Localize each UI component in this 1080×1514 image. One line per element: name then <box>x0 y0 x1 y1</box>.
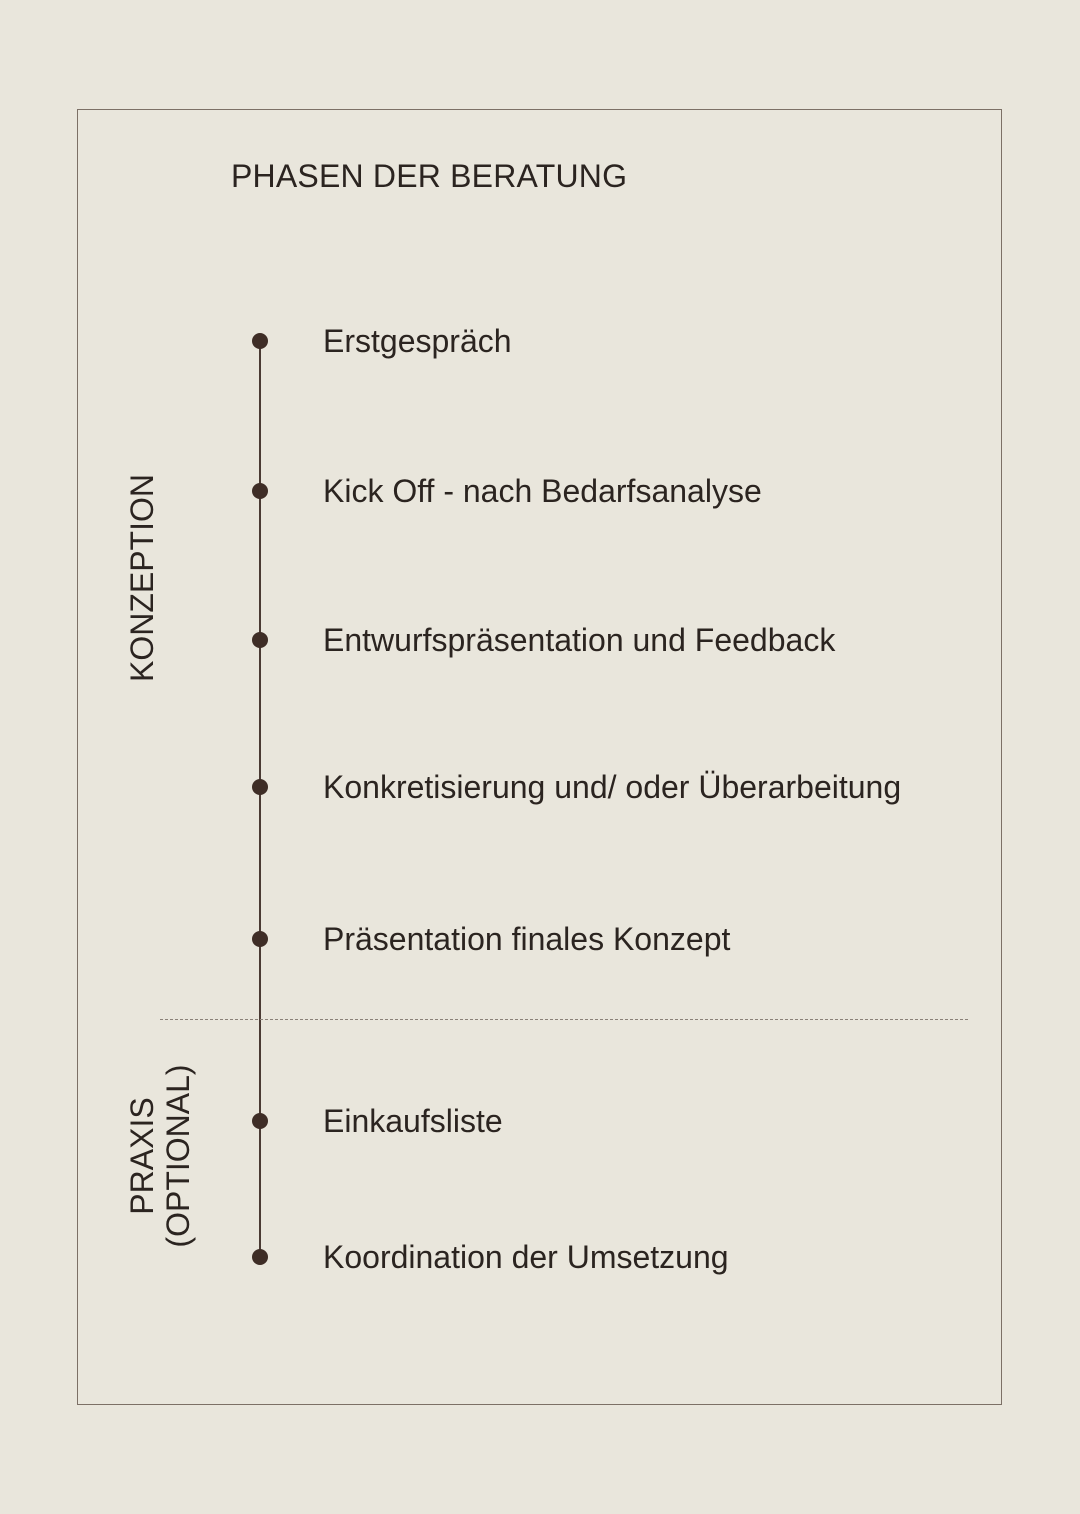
section-label-konzeption: KONZEPTION <box>124 474 160 683</box>
timeline-dot <box>252 483 268 499</box>
timeline-dot <box>252 779 268 795</box>
timeline-step <box>252 769 992 805</box>
timeline-step <box>252 1239 992 1275</box>
timeline-step <box>252 622 992 658</box>
timeline-step <box>252 473 992 509</box>
timeline-step <box>252 1103 992 1139</box>
step-label: Präsentation finales Konzept <box>323 921 731 957</box>
section-divider <box>160 1019 968 1020</box>
timeline-dot <box>252 333 268 349</box>
timeline-dot <box>252 1249 268 1265</box>
step-label: Kick Off - nach Bedarfsanalyse <box>323 473 762 509</box>
section-label-praxis-line1: PRAXIS <box>124 1097 160 1215</box>
section-label-praxis <box>124 1056 196 1256</box>
step-label: Konkretisierung und/ oder Überarbeitung <box>323 769 902 805</box>
timeline-step <box>252 921 992 957</box>
step-label: Entwurfspräsentation und Feedback <box>323 622 836 658</box>
content-frame <box>77 109 1002 1405</box>
step-label: Erstgespräch <box>323 323 512 359</box>
step-label: Einkaufsliste <box>323 1103 503 1139</box>
timeline-dot <box>252 1113 268 1129</box>
page-title: PHASEN DER BERATUNG <box>231 158 628 194</box>
section-label-praxis-line2: (OPTIONAL) <box>160 1064 196 1248</box>
timeline-dot <box>252 632 268 648</box>
timeline-step <box>252 323 992 359</box>
timeline-dot <box>252 931 268 947</box>
step-label: Koordination der Umsetzung <box>323 1239 729 1275</box>
